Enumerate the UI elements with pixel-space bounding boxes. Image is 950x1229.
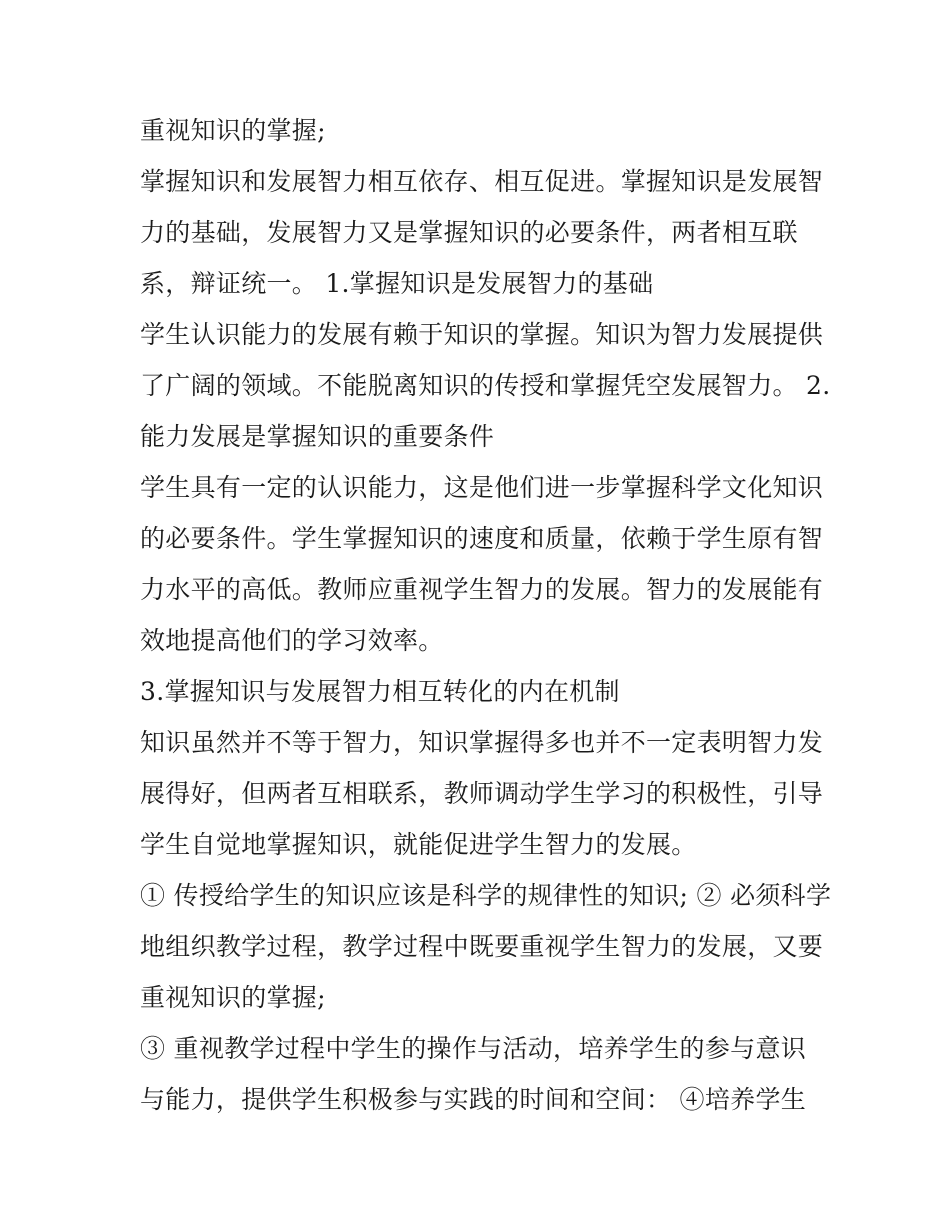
- text-line: 重视知识的掌握;: [140, 983, 326, 1012]
- text-line: 与能力，提供学生积极参与实践的时间和空间： ④培养学生: [140, 1085, 807, 1114]
- text-line: 知识虽然并不等于智力，知识掌握得多也并不一定表明智力发: [140, 728, 824, 757]
- text-line: 学生认识能力的发展有赖于知识的掌握。知识为智力发展提供: [140, 320, 824, 349]
- text-line: 系，辩证统一。 1.掌握知识是发展智力的基础: [140, 269, 654, 298]
- text-line: 能力发展是掌握知识的重要条件: [140, 422, 495, 451]
- text-line: 重视知识的掌握;: [140, 116, 326, 145]
- text-line: ③ 重视教学过程中学生的操作与活动，培养学生的参与意识: [140, 1034, 807, 1063]
- text-line: 力水平的高低。教师应重视学生智力的发展。智力的发展能有: [140, 575, 824, 604]
- document-body: [140, 105, 832, 1125]
- text-line: 效地提高他们的学习效率。: [140, 626, 444, 655]
- text-line: ① 传授给学生的知识应该是科学的规律性的知识; ② 必须科学: [140, 881, 832, 910]
- text-line: 学生具有一定的认识能力，这是他们进一步掌握科学文化知识: [140, 473, 824, 502]
- text-line: 的必要条件。学生掌握知识的速度和质量，依赖于学生原有智: [140, 524, 824, 553]
- text-line: 3.掌握知识与发展智力相互转化的内在机制: [140, 677, 620, 706]
- text-line: 地组织教学过程，教学过程中既要重视学生智力的发展，又要: [140, 932, 824, 961]
- text-line: 力的基础，发展智力又是掌握知识的必要条件，两者相互联: [140, 218, 798, 247]
- text-line: 了广阔的领域。不能脱离知识的传授和掌握凭空发展智力。 2.: [140, 371, 831, 400]
- text-line: 掌握知识和发展智力相互依存、相互促进。掌握知识是发展智: [140, 167, 824, 196]
- text-line: 展得好，但两者互相联系，教师调动学生学习的积极性，引导: [140, 779, 824, 808]
- text-line: 学生自觉地掌握知识，就能促进学生智力的发展。: [140, 830, 697, 859]
